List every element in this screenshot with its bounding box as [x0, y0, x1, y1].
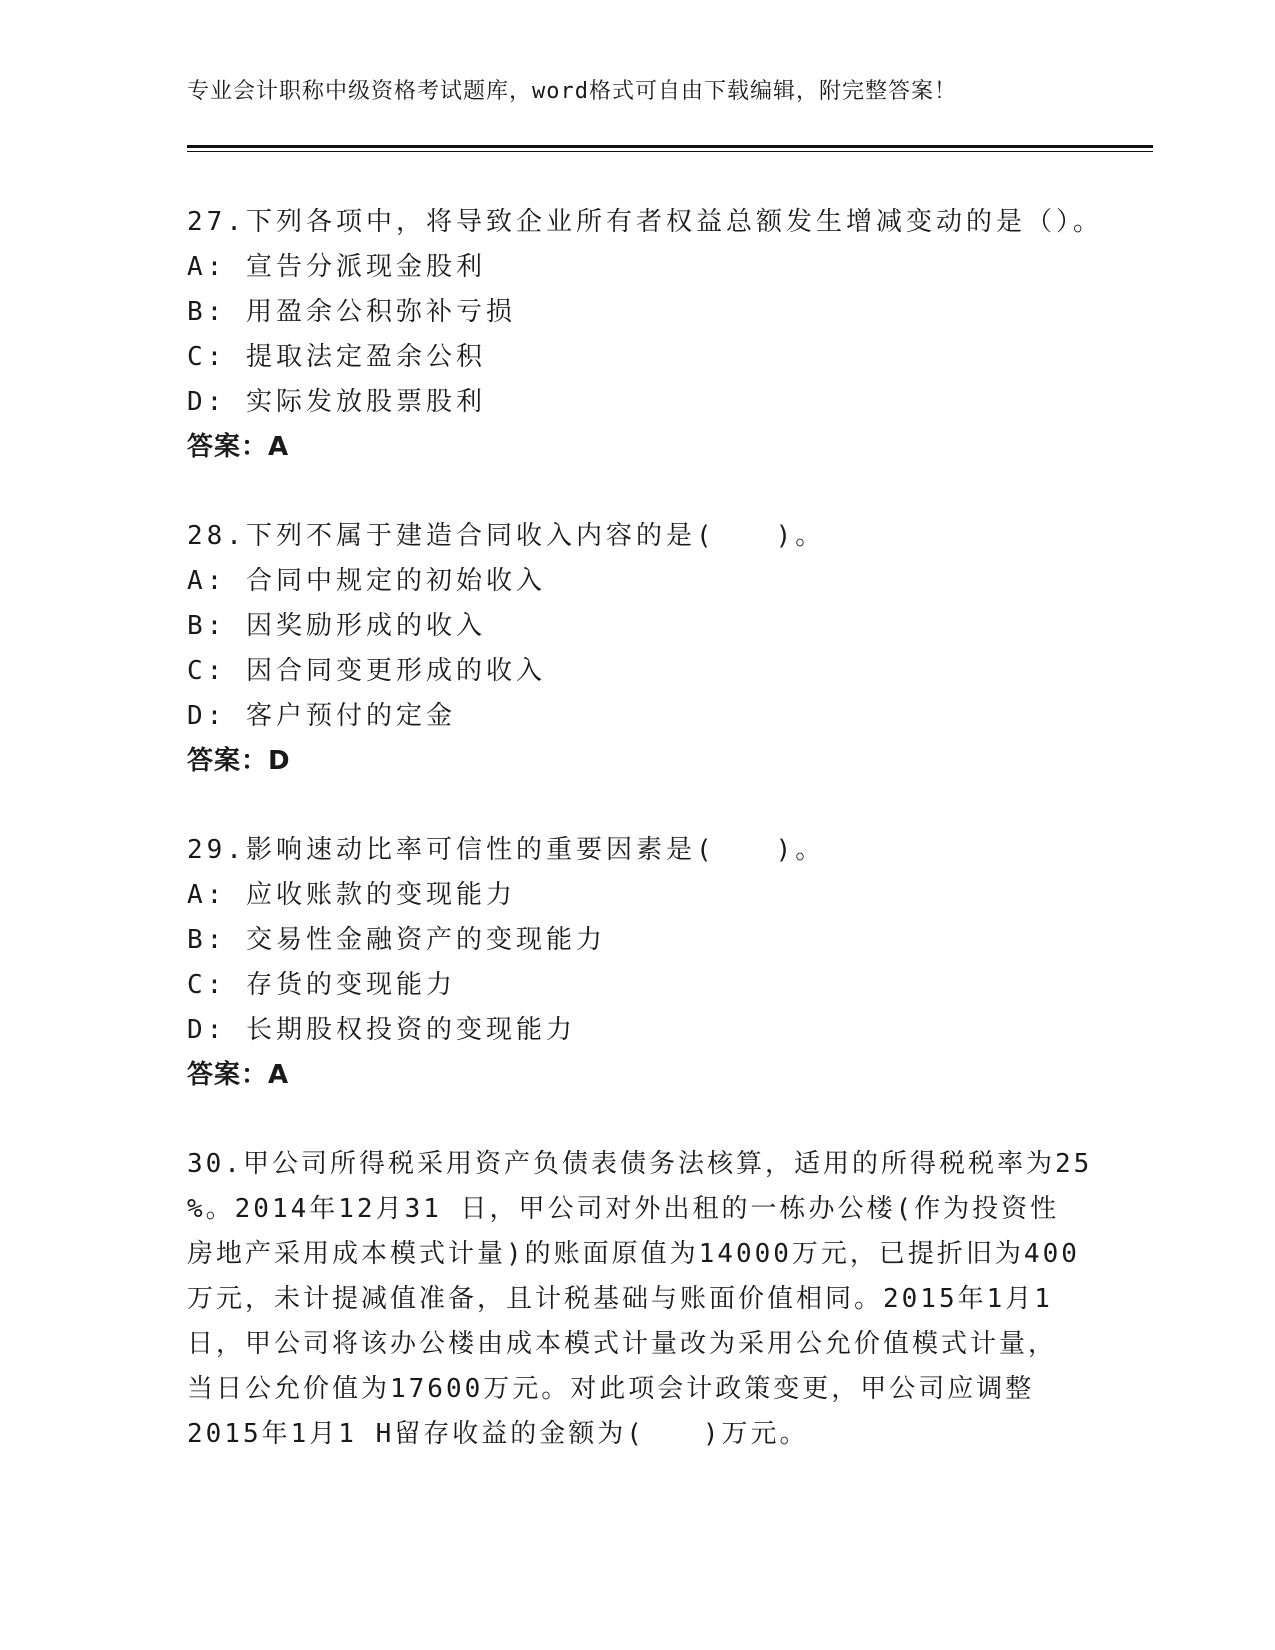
option-d: D: 长期股权投资的变现能力 — [187, 1015, 576, 1045]
option-b: B: 因奖励形成的收入 — [187, 611, 486, 641]
option-d: D: 客户预付的定金 — [187, 701, 456, 731]
option-c: C: 存货的变现能力 — [187, 970, 456, 1000]
question-text-line: 房地产采用成本模式计量)的账面原值为14000万元，已提折旧为400 — [187, 1239, 1080, 1269]
option-c: C: 提取法定盈余公积 — [187, 342, 486, 372]
question-text-line: 日，甲公司将该办公楼由成本模式计量改为采用公允价值模式计量， — [187, 1329, 1058, 1359]
question-stem: 27.下列各项中，将导致企业所有者权益总额发生增减变动的是（）。 — [187, 207, 1103, 237]
header-rule-thick — [187, 145, 1153, 148]
question-stem: 28.下列不属于建造合同收入内容的是( )。 — [187, 521, 826, 551]
question-text-line: %。2014年12月31 日，甲公司对外出租的一栋办公楼(作为投资性 — [187, 1194, 1060, 1224]
question-30 — [187, 1142, 1093, 1457]
option-b: B: 交易性金融资产的变现能力 — [187, 925, 606, 955]
header-rule-thin — [187, 151, 1153, 152]
question-text-line: 万元，未计提减值准备，且计税基础与账面价值相同。2015年1月1 — [187, 1284, 1053, 1314]
option-d: D: 实际发放股票股利 — [187, 387, 486, 417]
option-c: C: 因合同变更形成的收入 — [187, 656, 546, 686]
page-header: 专业会计职称中级资格考试题库，word格式可自由下载编辑，附完整答案！ — [187, 79, 957, 104]
question-text-line: 30.甲公司所得税采用资产负债表债务法核算，适用的所得税税率为25 — [187, 1149, 1093, 1179]
question-29 — [187, 828, 1087, 1098]
option-a: A: 合同中规定的初始收入 — [187, 566, 546, 596]
option-a: A: 宣告分派现金股利 — [187, 252, 486, 282]
answer: 答案：A — [187, 1060, 290, 1090]
question-27 — [187, 200, 1103, 470]
question-text-line: 当日公允价值为17600万元。对此项会计政策变更，甲公司应调整 — [187, 1374, 1035, 1404]
document-body — [187, 200, 1103, 1501]
answer: 答案：A — [187, 432, 290, 462]
option-b: B: 用盈余公积弥补亏损 — [187, 297, 516, 327]
question-text-line: 2015年1月1 H留存收益的金额为( )万元。 — [187, 1419, 809, 1449]
answer: 答案：D — [187, 746, 291, 776]
option-a: A: 应收账款的变现能力 — [187, 880, 516, 910]
question-stem: 29.影响速动比率可信性的重要因素是( )。 — [187, 835, 826, 865]
question-28 — [187, 514, 1087, 784]
